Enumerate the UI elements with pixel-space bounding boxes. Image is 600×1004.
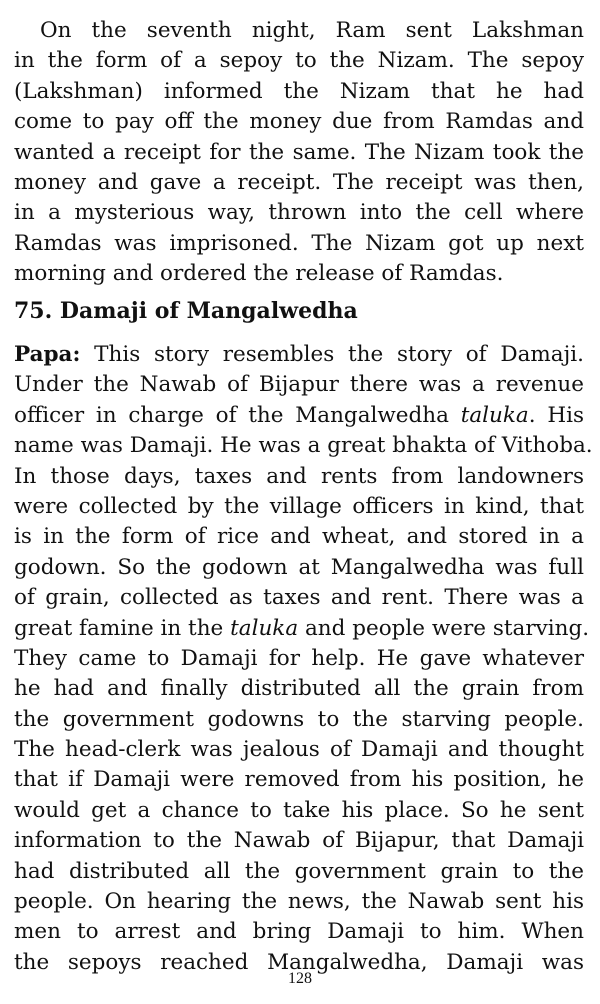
text-line: of grain, collected as taxes and rent. There was a xyxy=(14,585,584,611)
text-line: godown. So the godown at Mangalwedha was full xyxy=(14,554,584,580)
paragraph-damaji-story xyxy=(14,340,593,978)
text-line: On the seventh night, Ram sent Lakshman xyxy=(40,18,584,43)
speaker-label: Papa: xyxy=(14,342,81,367)
section-heading: 75. Damaji of Mangalwedha xyxy=(14,298,358,324)
text-line: is in the form of rice and wheat, and stored in a xyxy=(14,524,584,550)
text-line xyxy=(14,340,584,370)
text-line: in the form of a sepoy to the Nizam. The sepoy xyxy=(14,48,584,74)
text-line: wanted a receipt for the same. The Nizam took the xyxy=(14,139,584,165)
text-line xyxy=(14,401,584,431)
text-line: information to the Nawab of Bijapur, that Damaji xyxy=(14,828,584,854)
text-line: Ramdas was imprisoned. The Nizam got up next xyxy=(14,230,584,256)
text-span: This story resembles the story of Damaji. xyxy=(80,342,584,367)
text-line: money and gave a receipt. The receipt was then, xyxy=(14,169,584,195)
text-line: (Lakshman) informed the Nizam that he had xyxy=(14,78,584,104)
text-line: had distributed all the government grain to the xyxy=(14,858,584,884)
text-line: that if Damaji were removed from his position, he xyxy=(14,767,584,793)
text-line: men to arrest and bring Damaji to him. When xyxy=(14,919,584,945)
text-line: would get a chance to take his place. So he sent xyxy=(14,797,584,823)
text-line: come to pay off the money due from Ramdas and xyxy=(14,109,584,135)
text-line: The head-clerk was jealous of Damaji and thought xyxy=(14,737,584,763)
italic-term: taluka xyxy=(230,615,299,641)
text-span: and people were starving. xyxy=(298,615,590,641)
text-line: Under the Nawab of Bijapur there was a revenue xyxy=(14,372,584,398)
text-line xyxy=(14,614,590,644)
text-line: he had and finally distributed all the grain from xyxy=(14,676,584,702)
text-line: people. On hearing the news, the Nawab sent his xyxy=(14,889,584,915)
text-line: They came to Damaji for help. He gave whatever xyxy=(14,645,584,671)
text-line: the government godowns to the starving people. xyxy=(14,706,584,732)
text-span: officer in charge of the Mangalwedha xyxy=(14,402,461,428)
text-span: great famine in the xyxy=(14,615,231,641)
italic-term: taluka xyxy=(460,402,529,428)
text-line: morning and ordered the release of Ramdas. xyxy=(14,261,504,287)
text-span: . His xyxy=(528,402,585,428)
text-line: name was Damaji. He was a great bhakta of Vithoba. xyxy=(14,433,593,459)
text-line: in a mysterious way, thrown into the cell where xyxy=(14,200,584,226)
paragraph-ramdas-release xyxy=(14,16,584,290)
text-line: were collected by the village officers in kind, that xyxy=(14,493,584,519)
page-number: 128 xyxy=(288,970,312,987)
text-line: In those days, taxes and rents from landowners xyxy=(14,463,584,489)
text-line: the sepoys reached Mangalwedha, Damaji was xyxy=(14,949,584,975)
